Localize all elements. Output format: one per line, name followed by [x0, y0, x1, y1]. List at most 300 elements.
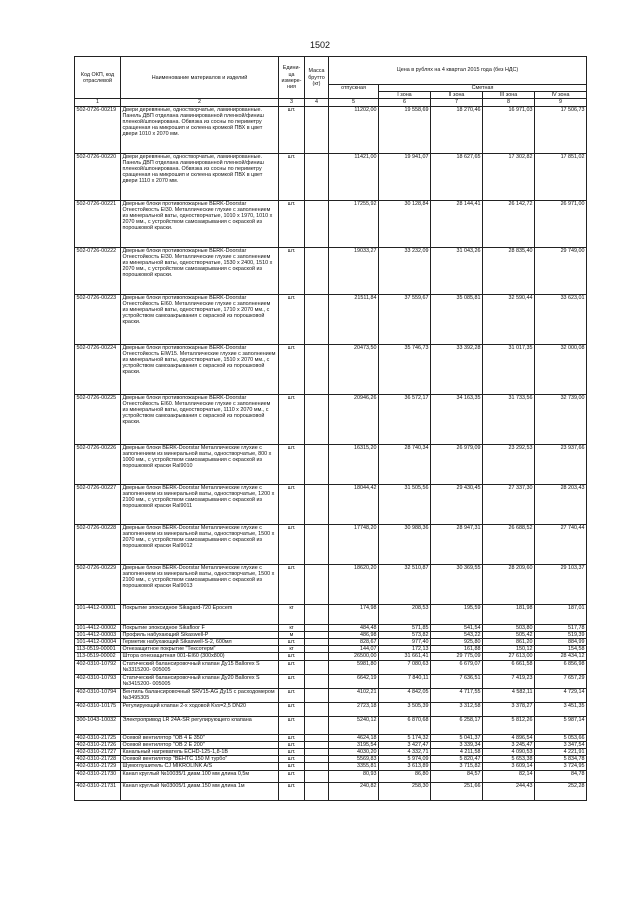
row-zone1-price: 86,80	[379, 770, 431, 782]
row-code: 502-0726-00229	[75, 564, 121, 604]
row-release-price: 19033,27	[329, 247, 379, 294]
row-code: 402-0310-10792	[75, 660, 121, 674]
row-zone4-price: 517,78	[535, 624, 587, 631]
row-zone2-price: 3 312,58	[431, 702, 483, 716]
row-zone2-price: 34 163,35	[431, 394, 483, 444]
header-zone3: III зона	[483, 92, 535, 99]
header-release: отпускная	[329, 85, 379, 99]
row-release-price: 26500,00	[329, 653, 379, 660]
row-zone4-price: 884,99	[535, 639, 587, 646]
row-zone1-price: 977,40	[379, 639, 431, 646]
row-zone4-price: 23 937,66	[535, 444, 587, 484]
price-table	[74, 56, 587, 801]
row-mass	[305, 763, 329, 770]
row-code: 502-0726-00228	[75, 524, 121, 564]
row-zone2-price: 3 715,82	[431, 763, 483, 770]
row-zone2-price: 4 211,58	[431, 749, 483, 756]
row-release-price: 240,82	[329, 782, 379, 800]
row-name: Герметик набухающий Sikaswell-S-2, 600мл	[121, 639, 279, 646]
row-unit: м	[279, 631, 305, 638]
header-mass: Масса брутто (кг)	[305, 57, 329, 99]
table-body	[75, 106, 587, 800]
row-mass	[305, 646, 329, 653]
table-row	[75, 444, 587, 484]
row-mass	[305, 394, 329, 444]
table-row	[75, 524, 587, 564]
row-mass	[305, 653, 329, 660]
row-code: 402-0310-21731	[75, 782, 121, 800]
row-code: 402-0310-21730	[75, 770, 121, 782]
row-name: Покрытие эпоксидное Sikafloor F	[121, 624, 279, 631]
row-unit: шт.	[279, 444, 305, 484]
row-unit: шт.	[279, 344, 305, 394]
row-mass	[305, 624, 329, 631]
table-row	[75, 484, 587, 524]
row-zone1-price: 37 559,67	[379, 294, 431, 344]
row-name: Вентиль балансировочный SRV15-AG Ду15 с расходомером №3495305	[121, 688, 279, 702]
row-release-price: 6642,19	[329, 674, 379, 688]
row-zone1-price: 30 988,36	[379, 524, 431, 564]
row-zone1-price: 5 974,09	[379, 756, 431, 763]
page-number: 1502	[309, 40, 331, 50]
row-zone4-price: 3 451,35	[535, 702, 587, 716]
row-zone1-price: 571,85	[379, 624, 431, 631]
row-zone2-price: 7 636,51	[431, 674, 483, 688]
row-name: Дверные блоки BERK-Doorstar Металлические глухие с заполнением из минеральной ваты, одностворчатые, 1500 х 2070 мм., с устройством самозакрывания с окраской из порошковой краски Ral9012	[121, 524, 279, 564]
row-zone4-price: 17 851,02	[535, 153, 587, 200]
row-code: 502-0726-00219	[75, 106, 121, 153]
row-mass	[305, 782, 329, 800]
row-unit: кг	[279, 646, 305, 653]
row-zone1-price: 30 128,84	[379, 200, 431, 247]
row-zone3-price: 7 419,23	[483, 674, 535, 688]
row-unit: шт.	[279, 674, 305, 688]
row-unit: шт.	[279, 702, 305, 716]
row-mass	[305, 702, 329, 716]
table-row	[75, 153, 587, 200]
row-code: 502-0726-00226	[75, 444, 121, 484]
row-release-price: 11202,00	[329, 106, 379, 153]
row-mass	[305, 688, 329, 702]
row-unit: шт.	[279, 782, 305, 800]
row-unit: шт.	[279, 564, 305, 604]
row-zone2-price: 33 392,28	[431, 344, 483, 394]
row-name: Осевой вентилятор "OB 4 E 350"	[121, 734, 279, 741]
row-zone1-price: 7 840,11	[379, 674, 431, 688]
row-code: 402-0310-10175	[75, 702, 121, 716]
row-mass	[305, 756, 329, 763]
row-zone4-price: 3 347,54	[535, 741, 587, 748]
row-unit: шт.	[279, 524, 305, 564]
row-name: Огнезащитное покрытие "Тексотерм"	[121, 646, 279, 653]
table-row	[75, 734, 587, 741]
row-zone2-price: 5 041,37	[431, 734, 483, 741]
row-zone1-price: 3 427,47	[379, 741, 431, 748]
row-name: Двери деревянные, одностворчатые, ламинированные. Панель ДВП отделана ламинированной пленкой/финиш пленкой/шпонирована. Обвязка из сосны по периметру сращенная на микрошип и склеена кромкой ПВХ в цвет двери 1010 х 2070 мм.	[121, 106, 279, 153]
row-name: Дверные блоки BERK-Doorstar Металлические глухие с заполнением из минеральной ваты, одностворчатые, 1500 х 2100 мм., с устройством самозакрывания с окраской из порошковой краски Ral9013	[121, 564, 279, 604]
row-zone4-price: 29 749,00	[535, 247, 587, 294]
row-unit: шт.	[279, 734, 305, 741]
row-zone4-price: 28 203,43	[535, 484, 587, 524]
row-zone3-price: 27 337,30	[483, 484, 535, 524]
row-zone2-price: 84,57	[431, 770, 483, 782]
row-code: 101-4412-00003	[75, 631, 121, 638]
row-zone2-price: 18 270,46	[431, 106, 483, 153]
table-row	[75, 624, 587, 631]
row-name: Электропривод LR 24A-SR регулирующего клапана	[121, 716, 279, 734]
row-release-price: 11421,00	[329, 153, 379, 200]
row-unit: шт.	[279, 200, 305, 247]
row-zone1-price: 28 740,34	[379, 444, 431, 484]
row-code: 502-0726-00227	[75, 484, 121, 524]
row-unit: шт.	[279, 106, 305, 153]
table-row	[75, 782, 587, 800]
row-code: 101-4412-00001	[75, 604, 121, 624]
header-zone2: II зона	[431, 92, 483, 99]
row-code: 402-0310-21725	[75, 734, 121, 741]
row-release-price: 20946,26	[329, 394, 379, 444]
table-row	[75, 741, 587, 748]
row-unit: шт.	[279, 749, 305, 756]
row-zone4-price: 17 506,73	[535, 106, 587, 153]
row-zone2-price: 925,80	[431, 639, 483, 646]
row-release-price: 5569,83	[329, 756, 379, 763]
row-mass	[305, 106, 329, 153]
table-row	[75, 247, 587, 294]
column-numbers	[75, 99, 587, 106]
column-number: 5	[329, 99, 379, 106]
row-zone1-price: 4 332,71	[379, 749, 431, 756]
row-release-price: 144,07	[329, 646, 379, 653]
table-row	[75, 344, 587, 394]
row-code: 502-0726-00220	[75, 153, 121, 200]
row-unit: кг	[279, 604, 305, 624]
row-mass	[305, 344, 329, 394]
row-zone1-price: 31 505,56	[379, 484, 431, 524]
row-zone2-price: 251,66	[431, 782, 483, 800]
row-name: Дверные блоки противопожарные BERK-Doorstar Огнестойкость EIW15. Металлические глухие с заполнением из минеральной ваты, одностворчатые, 1510 х 2070 мм., с устройством самозакрывания с окраской из порошковой краски.	[121, 344, 279, 394]
row-name: Дверные блоки противопожарные BERK-Doorstar Огнестойкость EI30. Металлические глухие с заполнением из минеральной ваты, одностворчатые, 1530 х 2400, 1510 х 2070 мм., с устройством самозакрывания с окраской из порошковой краски.	[121, 247, 279, 294]
row-zone4-price: 519,39	[535, 631, 587, 638]
row-zone3-price: 150,12	[483, 646, 535, 653]
row-mass	[305, 484, 329, 524]
table-row	[75, 639, 587, 646]
row-zone3-price: 503,80	[483, 624, 535, 631]
row-zone3-price: 3 245,47	[483, 741, 535, 748]
row-name: Статический балансировочный клапан Ду15 Ballorex S №3315200- 005005	[121, 660, 279, 674]
row-zone4-price: 154,58	[535, 646, 587, 653]
row-unit: шт.	[279, 660, 305, 674]
header-zone1: I зона	[379, 92, 431, 99]
row-name: Штора огнезащитная 001-EI60 (300х800)	[121, 653, 279, 660]
row-unit: шт.	[279, 394, 305, 444]
row-unit: шт.	[279, 247, 305, 294]
row-unit: шт.	[279, 653, 305, 660]
table-row	[75, 631, 587, 638]
row-zone4-price: 84,78	[535, 770, 587, 782]
row-mass	[305, 741, 329, 748]
row-zone3-price: 5 653,38	[483, 756, 535, 763]
row-code: 402-0310-10794	[75, 688, 121, 702]
row-zone3-price: 26 142,72	[483, 200, 535, 247]
row-unit: кг	[279, 624, 305, 631]
table-row	[75, 688, 587, 702]
row-mass	[305, 660, 329, 674]
row-zone1-price: 32 510,87	[379, 564, 431, 604]
row-mass	[305, 524, 329, 564]
column-number: 4	[305, 99, 329, 106]
row-name: Канал круглый №03005/1 диам.150 мм длина 1м	[121, 782, 279, 800]
column-number: 8	[483, 99, 535, 106]
row-name: Регулирующий клапан 2-х ходовой Kvs=2,5 DN20	[121, 702, 279, 716]
row-zone3-price: 5 812,26	[483, 716, 535, 734]
row-code: 300-1043-10032	[75, 716, 121, 734]
row-zone3-price: 4 896,54	[483, 734, 535, 741]
row-release-price: 828,67	[329, 639, 379, 646]
row-zone2-price: 30 369,55	[431, 564, 483, 604]
row-mass	[305, 604, 329, 624]
row-mass	[305, 770, 329, 782]
row-unit: шт.	[279, 716, 305, 734]
row-name: Дверные блоки противопожарные BERK-Doorstar Огнестойкость EI60. Металлические глухие с заполнением из минеральной ваты, одностворчатые, 1110 х 2070 мм., с устройством самозакрывания с окраской из порошковой краски.	[121, 394, 279, 444]
row-zone4-price: 29 103,37	[535, 564, 587, 604]
row-code: 402-0310-21726	[75, 741, 121, 748]
row-release-price: 18620,20	[329, 564, 379, 604]
row-zone2-price: 31 043,26	[431, 247, 483, 294]
table-row	[75, 763, 587, 770]
row-zone2-price: 5 820,47	[431, 756, 483, 763]
row-zone4-price: 187,01	[535, 604, 587, 624]
row-zone3-price: 6 661,58	[483, 660, 535, 674]
row-zone4-price: 33 623,01	[535, 294, 587, 344]
table-row	[75, 653, 587, 660]
row-zone4-price: 28 434,12	[535, 653, 587, 660]
row-zone2-price: 28 144,41	[431, 200, 483, 247]
row-name: Осевой вентилятор "ВЕНТС 150 М турбо"	[121, 756, 279, 763]
row-code: 502-0726-00224	[75, 344, 121, 394]
row-name: Канал круглый №10035/1 диам.100 мм длина 0,5м	[121, 770, 279, 782]
row-name: Дверные блоки BERK-Doorstar Металлические глухие с заполнением из минеральной ваты, одностворчатые, 800 х 1000 мм., с устройством самозакрывания с окраской из порошковой краски Ral9010	[121, 444, 279, 484]
row-release-price: 3355,81	[329, 763, 379, 770]
row-code: 113-0519-00002	[75, 653, 121, 660]
row-zone3-price: 23 292,53	[483, 444, 535, 484]
row-mass	[305, 734, 329, 741]
row-unit: шт.	[279, 639, 305, 646]
column-number: 1	[75, 99, 121, 106]
row-zone4-price: 5 834,78	[535, 756, 587, 763]
row-release-price: 18044,42	[329, 484, 379, 524]
row-release-price: 4624,18	[329, 734, 379, 741]
row-release-price: 80,93	[329, 770, 379, 782]
row-release-price: 17255,92	[329, 200, 379, 247]
row-code: 101-4412-00004	[75, 639, 121, 646]
row-zone4-price: 5 987,14	[535, 716, 587, 734]
row-name: Осевой вентилятор "OB 2 E 200"	[121, 741, 279, 748]
row-zone1-price: 4 842,05	[379, 688, 431, 702]
header-price: Цена в рублях на 4 квартал 2015 года (без НДС)	[329, 57, 587, 85]
row-name: Двери деревянные, одностворчатые, ламинированные. Панель ДВП отделана ламинированной пленкой/финиш пленкой/шпонирована. Обвязка из сосны по периметру сращенная на микрошип и склеена кромкой ПВХ в цвет двери 1110 х 2070 мм.	[121, 153, 279, 200]
column-number: 9	[535, 99, 587, 106]
table-row	[75, 716, 587, 734]
row-zone3-price: 28 835,40	[483, 247, 535, 294]
row-zone3-price: 16 971,03	[483, 106, 535, 153]
row-unit: шт.	[279, 688, 305, 702]
row-zone3-price: 181,98	[483, 604, 535, 624]
header-name: Наименование материалов и изделий	[121, 57, 279, 99]
row-zone2-price: 18 627,65	[431, 153, 483, 200]
table-row	[75, 294, 587, 344]
row-name: Статический балансировочный клапан Ду20 Ballorex S №3415200- 005005	[121, 674, 279, 688]
row-release-price: 21511,84	[329, 294, 379, 344]
row-zone4-price: 6 856,98	[535, 660, 587, 674]
row-zone3-price: 244,43	[483, 782, 535, 800]
row-zone2-price: 35 085,81	[431, 294, 483, 344]
row-zone2-price: 26 979,09	[431, 444, 483, 484]
row-zone3-price: 26 688,52	[483, 524, 535, 564]
row-zone4-price: 5 053,66	[535, 734, 587, 741]
header-code: Код ОКП, код отраслевой	[75, 57, 121, 99]
row-release-price: 174,98	[329, 604, 379, 624]
row-zone3-price: 31 017,35	[483, 344, 535, 394]
row-zone1-price: 3 505,39	[379, 702, 431, 716]
row-release-price: 16315,20	[329, 444, 379, 484]
row-zone1-price: 258,30	[379, 782, 431, 800]
row-zone1-price: 33 232,09	[379, 247, 431, 294]
row-code: 402-0310-21727	[75, 749, 121, 756]
row-mass	[305, 716, 329, 734]
row-mass	[305, 200, 329, 247]
row-unit: шт.	[279, 756, 305, 763]
row-release-price: 4102,21	[329, 688, 379, 702]
row-code: 402-0310-10793	[75, 674, 121, 688]
row-mass	[305, 564, 329, 604]
row-unit: шт.	[279, 294, 305, 344]
table-row	[75, 674, 587, 688]
row-unit: шт.	[279, 153, 305, 200]
column-number: 7	[431, 99, 483, 106]
row-name: Дверные блоки BERK-Doorstar Металлические глухие с заполнением из минеральной ваты, одностворчатые, 1200 х 2100 мм., с устройством самозакрывания с окраской из порошковой краски Ral9011	[121, 484, 279, 524]
row-zone4-price: 32 000,08	[535, 344, 587, 394]
row-mass	[305, 153, 329, 200]
row-zone3-price: 28 209,60	[483, 564, 535, 604]
row-zone3-price: 3 378,27	[483, 702, 535, 716]
row-zone2-price: 29 430,45	[431, 484, 483, 524]
row-zone2-price: 195,59	[431, 604, 483, 624]
row-zone1-price: 3 613,89	[379, 763, 431, 770]
row-zone2-price: 4 717,55	[431, 688, 483, 702]
table-row	[75, 200, 587, 247]
row-code: 101-4412-00002	[75, 624, 121, 631]
row-code: 402-0310-21728	[75, 756, 121, 763]
row-zone4-price: 7 657,29	[535, 674, 587, 688]
column-number: 2	[121, 99, 279, 106]
row-zone1-price: 31 661,41	[379, 653, 431, 660]
row-zone2-price: 161,88	[431, 646, 483, 653]
row-zone3-price: 4 090,53	[483, 749, 535, 756]
row-zone2-price: 543,22	[431, 631, 483, 638]
row-code: 502-0726-00221	[75, 200, 121, 247]
row-release-price: 486,98	[329, 631, 379, 638]
row-name: Шумоглушитель CJ MIKROLINK A/S	[121, 763, 279, 770]
table-row	[75, 770, 587, 782]
row-name: Профиль набухающий Sikaswell-P	[121, 631, 279, 638]
table-row	[75, 604, 587, 624]
column-number: 6	[379, 99, 431, 106]
row-zone2-price: 29 775,09	[431, 653, 483, 660]
table-row	[75, 749, 587, 756]
row-zone4-price: 3 724,95	[535, 763, 587, 770]
row-mass	[305, 247, 329, 294]
row-mass	[305, 631, 329, 638]
table-row	[75, 660, 587, 674]
row-zone4-price: 27 740,44	[535, 524, 587, 564]
row-release-price: 2723,18	[329, 702, 379, 716]
row-unit: шт.	[279, 770, 305, 782]
table-row	[75, 394, 587, 444]
row-zone3-price: 4 582,11	[483, 688, 535, 702]
row-release-price: 20473,50	[329, 344, 379, 394]
row-zone1-price: 19 941,07	[379, 153, 431, 200]
row-zone3-price: 3 609,14	[483, 763, 535, 770]
row-zone1-price: 19 558,69	[379, 106, 431, 153]
row-zone3-price: 861,20	[483, 639, 535, 646]
row-zone2-price: 3 339,34	[431, 741, 483, 748]
row-zone3-price: 31 733,56	[483, 394, 535, 444]
table-header	[75, 57, 587, 107]
row-release-price: 17748,20	[329, 524, 379, 564]
table-row	[75, 646, 587, 653]
table-row	[75, 756, 587, 763]
header-estimate: Сметная	[379, 85, 587, 92]
row-unit: шт.	[279, 763, 305, 770]
row-zone3-price: 32 590,44	[483, 294, 535, 344]
row-zone1-price: 6 870,68	[379, 716, 431, 734]
row-zone3-price: 82,14	[483, 770, 535, 782]
row-code: 502-0726-00222	[75, 247, 121, 294]
header-zone4: IV зона	[535, 92, 587, 99]
row-zone4-price: 26 971,00	[535, 200, 587, 247]
row-mass	[305, 294, 329, 344]
row-name: Канальный нагреватель ECHD-125-1,8-1B	[121, 749, 279, 756]
row-zone1-price: 208,53	[379, 604, 431, 624]
row-zone1-price: 172,13	[379, 646, 431, 653]
row-zone1-price: 35 746,73	[379, 344, 431, 394]
row-zone4-price: 4 221,91	[535, 749, 587, 756]
row-unit: шт.	[279, 741, 305, 748]
row-name: Покрытие эпоксидное Sikagard-720 Epocem	[121, 604, 279, 624]
row-code: 502-0726-00225	[75, 394, 121, 444]
row-zone1-price: 7 080,63	[379, 660, 431, 674]
row-release-price: 5240,12	[329, 716, 379, 734]
row-zone3-price: 17 302,82	[483, 153, 535, 200]
row-mass	[305, 674, 329, 688]
table-row	[75, 702, 587, 716]
row-code: 502-0726-00223	[75, 294, 121, 344]
row-code: 402-0310-21729	[75, 763, 121, 770]
row-name: Дверные блоки противопожарные BERK-Doorstar Огнестойкость EI30. Металлические глухие с заполнением из минеральной ваты, одностворчатые, 1010 х 1970, 1010 х 2070 мм., с устройством самозакрывания с окраской из порошковой краски.	[121, 200, 279, 247]
row-mass	[305, 444, 329, 484]
row-release-price: 484,48	[329, 624, 379, 631]
row-name: Дверные блоки противопожарные BERK-Doorstar Огнестойкость EI60. Металлические глухие с заполнением из минеральной ваты, одностворчатые, 1710 х 2070 мм., с устройством самозакрывания с окраской из порошковой краски.	[121, 294, 279, 344]
row-zone1-price: 573,82	[379, 631, 431, 638]
row-zone2-price: 6 258,17	[431, 716, 483, 734]
row-zone2-price: 541,54	[431, 624, 483, 631]
row-unit: шт.	[279, 484, 305, 524]
table-row	[75, 106, 587, 153]
row-zone1-price: 36 572,17	[379, 394, 431, 444]
row-zone4-price: 252,28	[535, 782, 587, 800]
header-unit: Едини-ца измере-ния	[279, 57, 305, 99]
